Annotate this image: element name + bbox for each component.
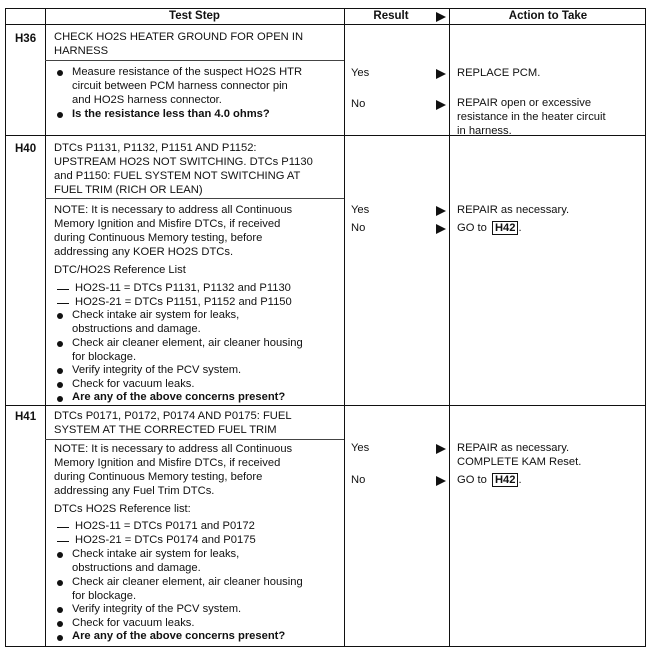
h40-action-no: GO to H42 . <box>457 222 522 234</box>
h40-ref-2: HO2S-21 = DTCs P1151, P1152 and P1150 <box>75 296 292 308</box>
h41-title-divider <box>45 439 344 440</box>
h41-ref-1: HO2S-11 = DTCs P0171 and P0172 <box>75 520 255 532</box>
h40-action-yes: REPAIR as necessary. <box>457 204 570 216</box>
step-id-h40: H40 <box>15 143 37 155</box>
dash-icon <box>57 303 69 304</box>
h36-bullet-1-line-3: and HO2S harness connector. <box>72 94 222 106</box>
h40-title-line-1: DTCs P1131, P1132, P1151 AND P1152: <box>54 142 257 154</box>
h40-title-line-4: FUEL TRIM (RICH OR LEAN) <box>54 184 203 196</box>
dash-icon <box>57 289 69 290</box>
dash-icon <box>57 527 69 528</box>
h41-note-line-2: Memory Ignition and Misfire DTCs, if received <box>54 457 281 469</box>
bullet-icon <box>57 396 63 402</box>
ref-box-h42: H42 <box>492 473 519 487</box>
h40-title-line-2: UPSTREAM HO2S NOT SWITCHING. DTCs P1130 <box>54 156 313 168</box>
bullet-icon <box>57 621 63 627</box>
h41-question: Are any of the above concerns present? <box>72 630 286 642</box>
h41-result-yes: Yes <box>351 442 370 454</box>
h40-result-yes: Yes <box>351 204 370 216</box>
dash-icon <box>57 541 69 542</box>
h41-action-yes-line-2: COMPLETE KAM Reset. <box>457 456 582 468</box>
arrow-right-icon <box>436 100 446 110</box>
h40-note-line-4: addressing any KOER HO2S DTCs. <box>54 246 234 258</box>
h40-check-2-line-2: for blockage. <box>72 351 137 363</box>
h41-ref-title: DTCs HO2S Reference list: <box>54 503 191 515</box>
h40-check-4: Check for vacuum leaks. <box>72 378 195 390</box>
h36-title-divider <box>45 60 344 61</box>
h41-check-2-line-1: Check air cleaner element, air cleaner housing <box>72 576 303 588</box>
h40-check-2-line-1: Check air cleaner element, air cleaner housing <box>72 337 303 349</box>
h40-check-1-line-1: Check intake air system for leaks, <box>72 309 240 321</box>
bullet-icon <box>57 382 63 388</box>
bullet-icon <box>57 112 63 118</box>
row-divider-h40 <box>6 405 645 406</box>
h36-bullet-1-line-1: Measure resistance of the suspect HO2S HTR <box>72 66 303 78</box>
col-divider-id <box>45 9 46 646</box>
h41-action-yes-line-1: REPAIR as necessary. <box>457 442 570 454</box>
h41-note-line-3: during Continuous Memory testing, before <box>54 471 263 483</box>
h41-title-line-1: DTCs P0171, P0172, P0174 AND P0175: FUEL <box>54 410 292 422</box>
test-step-table <box>5 8 646 647</box>
header-arrow-icon <box>436 12 446 22</box>
h40-ref-1: HO2S-11 = DTCs P1131, P1132 and P1130 <box>75 282 291 294</box>
h36-title-line-2: HARNESS <box>54 45 109 57</box>
h40-title-line-3: and P1150: FUEL SYSTEM NOT SWITCHING AT <box>54 170 301 182</box>
h41-check-3: Verify integrity of the PCV system. <box>72 603 242 615</box>
h41-check-1-line-2: obstructions and damage. <box>72 562 201 574</box>
h36-action-no-line-1: REPAIR open or excessive <box>457 97 592 109</box>
h40-title-divider <box>45 198 344 199</box>
h41-result-no: No <box>351 474 366 486</box>
h41-check-4: Check for vacuum leaks. <box>72 617 195 629</box>
h40-note-line-3: during Continuous Memory testing, before <box>54 232 263 244</box>
step-id-h41: H41 <box>15 411 37 423</box>
header-test-step: Test Step <box>169 10 220 22</box>
header-action: Action to Take <box>508 10 588 22</box>
h41-title-line-2: SYSTEM AT THE CORRECTED FUEL TRIM <box>54 424 277 436</box>
h40-result-no: No <box>351 222 366 234</box>
h36-question: Is the resistance less than 4.0 ohms? <box>72 108 270 120</box>
header-divider <box>6 24 645 25</box>
h40-note-line-2: Memory Ignition and Misfire DTCs, if received <box>54 218 281 230</box>
bullet-icon <box>57 635 63 641</box>
h41-check-1-line-1: Check intake air system for leaks, <box>72 548 240 560</box>
bullet-icon <box>57 580 63 586</box>
arrow-right-icon <box>436 69 446 79</box>
bullet-icon <box>57 607 63 613</box>
bullet-icon <box>57 368 63 374</box>
h41-check-2-line-2: for blockage. <box>72 590 137 602</box>
bullet-icon <box>57 341 63 347</box>
bullet-icon <box>57 70 63 76</box>
step-id-h36: H36 <box>15 33 37 45</box>
col-divider-result <box>449 9 450 646</box>
h40-check-3: Verify integrity of the PCV system. <box>72 364 242 376</box>
h36-title-line-1: CHECK HO2S HEATER GROUND FOR OPEN IN <box>54 31 304 43</box>
header-result: Result <box>373 10 409 22</box>
h41-note-line-4: addressing any Fuel Trim DTCs. <box>54 485 215 497</box>
h41-ref-2: HO2S-21 = DTCs P0174 and P0175 <box>75 534 256 546</box>
h40-note-line-1: NOTE: It is necessary to address all Continuous <box>54 204 293 216</box>
h36-action-no-line-2: resistance in the heater circuit <box>457 111 606 123</box>
h36-action-no-line-3: in harness. <box>457 125 512 137</box>
h40-ref-title: DTC/HO2S Reference List <box>54 264 186 276</box>
arrow-right-icon <box>436 476 446 486</box>
h36-result-no: No <box>351 98 366 110</box>
row-divider-h36 <box>6 135 645 136</box>
ref-box-h42: H42 <box>492 221 519 235</box>
arrow-right-icon <box>436 224 446 234</box>
h40-question: Are any of the above concerns present? <box>72 391 286 403</box>
h36-bullet-1-line-2: circuit between PCM harness connector pin <box>72 80 288 92</box>
bullet-icon <box>57 552 63 558</box>
h40-check-1-line-2: obstructions and damage. <box>72 323 201 335</box>
col-divider-step <box>344 9 345 646</box>
h41-note-line-1: NOTE: It is necessary to address all Continuous <box>54 443 293 455</box>
h41-action-no: GO to H42 . <box>457 474 522 486</box>
arrow-right-icon <box>436 206 446 216</box>
bullet-icon <box>57 313 63 319</box>
h36-result-yes: Yes <box>351 67 370 79</box>
arrow-right-icon <box>436 444 446 454</box>
h36-action-yes: REPLACE PCM. <box>457 67 541 79</box>
